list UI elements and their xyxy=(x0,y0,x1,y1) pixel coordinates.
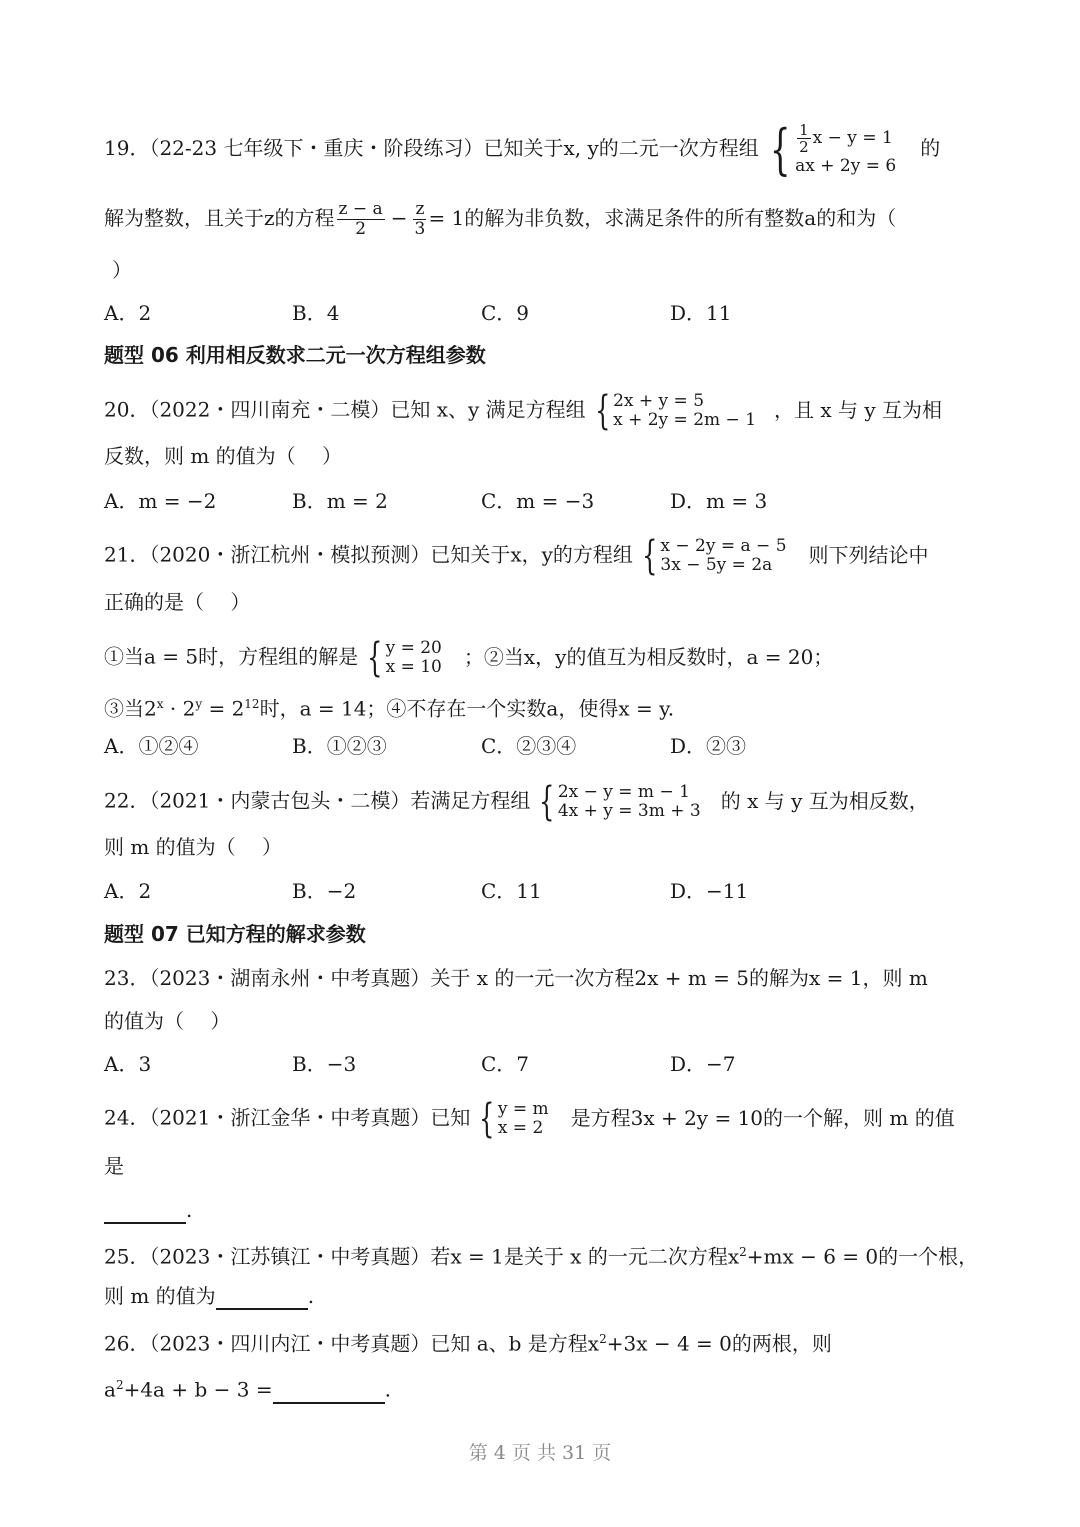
q22-option-a: A．2 xyxy=(104,879,152,903)
q23-option-a: A．3 xyxy=(104,1052,152,1076)
q19-option-d: D．11 xyxy=(670,301,732,325)
q19-line3: ） xyxy=(112,258,132,282)
section-heading-06: 题型 06 利用相反数求二元一次方程组参数 xyxy=(104,343,486,367)
q20-option-c: C．m = −3 xyxy=(481,489,595,513)
q24-line3: . xyxy=(104,1196,192,1224)
q19-line1 xyxy=(104,117,941,181)
q20-line1: 20．（2022・四川南充・二模）已知 x、y 满足方程组 { 2x + y = 5 x + 2y = 2m − 1 ，且 x 与 y 互为相 xyxy=(104,388,943,434)
q24-line1: 24．（2021・浙江金华・中考真题）已知 { y = m x = 2 是方程3x + 2y = 10的一个解，则 m 的值 xyxy=(104,1096,955,1142)
q21-option-a: A．①②④ xyxy=(104,734,199,758)
q20-system: { 2x + y = 5 x + 2y = 2m − 1 xyxy=(594,388,757,434)
q21-system: { x − 2y = a − 5 3x − 5y = 2a xyxy=(642,533,787,579)
q24-answer-blank[interactable] xyxy=(104,1200,186,1224)
q19-system: { $\frac{1}{2}$ x − y = 1 ax + 2y = 6 xyxy=(769,117,897,181)
q19-option-b: B．4 xyxy=(292,301,340,325)
q21-option-b: B．①②③ xyxy=(292,734,387,758)
q22-option-c: C．11 xyxy=(481,879,542,903)
q22-option-b: B．−2 xyxy=(292,879,357,903)
q21-solution-system: { y = 20 x = 10 xyxy=(367,635,442,681)
q25-line2: 则 m 的值为 . xyxy=(104,1284,315,1308)
q20-option-d: D．m = 3 xyxy=(670,489,768,513)
q23-option-b: B．−3 xyxy=(292,1052,357,1076)
q19-tail: 的 xyxy=(920,136,941,160)
q23-option-d: D．−7 xyxy=(670,1052,736,1076)
q22-system: { 2x − y = m − 1 4x + y = 3m + 3 xyxy=(539,779,701,825)
q22-option-d: D．−11 xyxy=(670,879,749,903)
q26-answer-blank[interactable] xyxy=(273,1380,385,1404)
q19-line2: 解为整数，且关于z的方程 $\frac{z - a}{2}$ − $\frac{z}{3}$ = 1的解为非负数，求满足条件的所有整数a的和为（ xyxy=(104,199,897,239)
q24-system: { y = m x = 2 xyxy=(479,1096,549,1142)
q20-option-b: B．m = 2 xyxy=(292,489,388,513)
q23-line2: 的值为（ ） xyxy=(104,1009,231,1033)
q22-line2: 则 m 的值为（ ） xyxy=(104,835,283,859)
q19-lead: 19．（22-23 七年级下・重庆・阶段练习）已知关于x, y的二元一次方程组 xyxy=(104,136,759,160)
page-footer: 第 4 页 共 31 页 xyxy=(468,1442,612,1464)
q23-line1: 23．（2023・湖南永州・中考真题）关于 x 的一元一次方程2x + m = 5的解为x = 1，则 m xyxy=(104,966,928,990)
q22-line1: 22．（2021・内蒙古包头・二模）若满足方程组 { 2x − y = m − 1 4x + y = 3m + 3 的 x 与 y 互为相反数， xyxy=(104,779,929,825)
q20-line2: 反数，则 m 的值为（ ） xyxy=(104,444,343,468)
q21-option-d: D．②③ xyxy=(670,734,747,758)
q21-option-c: C．②③④ xyxy=(481,734,577,758)
q24-line2: 是 xyxy=(104,1154,124,1178)
q19-option-c: C．9 xyxy=(481,301,530,325)
q21-line3: ①当a = 5时，方程组的解是 { y = 20 x = 10 ；②当x，y的值互为相反数时，a = 20； xyxy=(104,635,834,681)
q20-option-a: A．m = −2 xyxy=(104,489,217,513)
q25-line1: 25．（2023・江苏镇江・中考真题）若x = 1是关于 x 的一元二次方程$x^2+mx - 6 = 0$的一个根， xyxy=(104,1244,979,1269)
q19-option-a: A．2 xyxy=(104,301,152,325)
q23-option-c: C．7 xyxy=(481,1052,530,1076)
q26-line1: 26．（2023・四川内江・中考真题）已知 a、b 是方程$x^2+3x - 4 = 0$的两根，则 xyxy=(104,1331,832,1356)
section-heading-07: 题型 07 已知方程的解求参数 xyxy=(104,922,366,946)
q19-fraction-1: $\frac{z - a}{2}$ xyxy=(338,199,383,239)
q19-fraction-2: $\frac{z}{3}$ xyxy=(414,199,426,239)
q26-line2: $a^2+4a + b - 3$ = . xyxy=(104,1377,391,1402)
q21-line2: 正确的是（ ） xyxy=(104,590,251,614)
q21-line1: 21．（2020・浙江杭州・模拟预测）已知关于x，y的方程组 { x − 2y = a − 5 3x − 5y = 2a 则下列结论中 xyxy=(104,533,929,579)
q25-answer-blank[interactable] xyxy=(216,1286,308,1310)
q21-line4: ③当$2^x \cdot 2^y = 2^{12}$时，a = 14；④不存在一个实数a，使得x = y. xyxy=(104,696,675,721)
